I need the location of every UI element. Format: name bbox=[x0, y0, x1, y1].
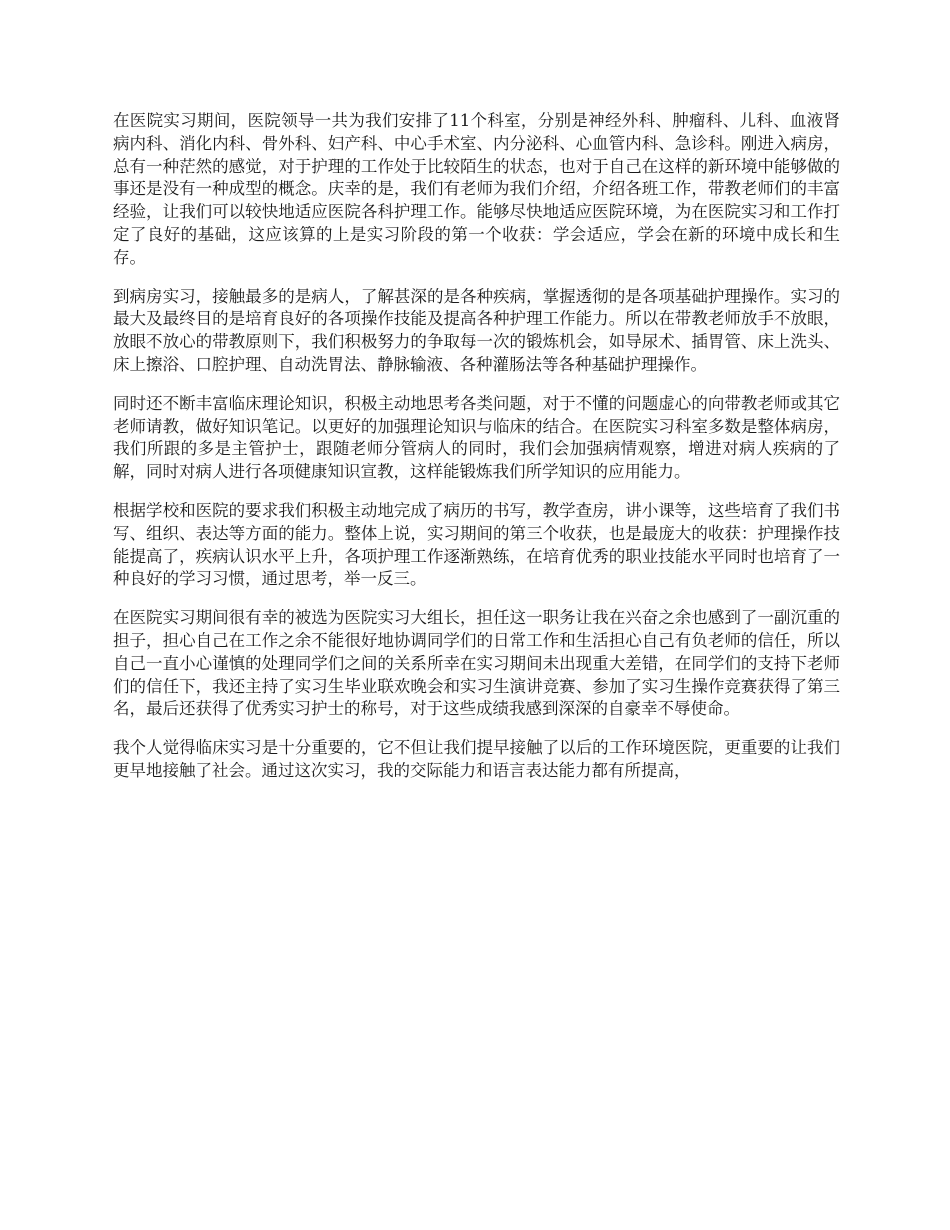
document-page bbox=[113, 110, 840, 799]
paragraph-3: 同时还不断丰富临床理论知识，积极主动地思考各类问题，对于不懂的问题虚心的向带教老师或其它老师请教，做好知识笔记。以更好的加强理论知识与临床的结合。在医院实习科室多数是整体病房，我们所跟的多是主管护士，跟随老师分管病人的同时，我们会加强病情观察，增进对病人疾病的了解，同时对病人进行各项健康知识宣教，这样能锻炼我们所学知识的应用能力。 bbox=[113, 393, 840, 482]
paragraph-2: 到病房实习，接触最多的是病人，了解甚深的是各种疾病，掌握透彻的是各项基础护理操作。实习的最大及最终目的是培育良好的各项操作技能及提高各种护理工作能力。所以在带教老师放手不放眼，放眼不放心的带教原则下，我们积极努力的争取每一次的锻炼机会，如导尿术、插胃管、床上洗头、床上擦浴、口腔护理、自动洗胃法、静脉输液、各种灌肠法等各种基础护理操作。 bbox=[113, 286, 840, 374]
paragraph-6: 我个人觉得临床实习是十分重要的，它不但让我们提早接触了以后的工作环境医院，更重要的让我们更早地接触了社会。通过这次实习，我的交际能力和语言表达能力都有所提高， bbox=[113, 738, 840, 780]
paragraph-4: 根据学校和医院的要求我们积极主动地完成了病历的书写，教学查房，讲小课等，这些培育了我们书写、组织、表达等方面的能力。整体上说，实习期间的第三个收获，也是最庞大的收获：护理操作技能提高了，疾病认识水平上升，各项护理工作逐渐熟练，在培育优秀的职业技能水平同时也培育了一种良好的学习习惯，通过思考，举一反三。 bbox=[113, 500, 840, 589]
paragraph-1: 在医院实习期间，医院领导一共为我们安排了11个科室，分别是神经外科、肿瘤科、儿科、血液肾病内科、消化内科、骨外科、妇产科、中心手术室、内分泌科、心血管内科、急诊科。刚进入病房，总有一种茫然的感觉，对于护理的工作处于比较陌生的状态，也对于自己在这样的新环境中能够做的事还是没有一种成型的概念。庆幸的是，我们有老师为我们介绍，介绍各班工作，带教老师们的丰富经验，让我们可以较快地适应医院各科护理工作。能够尽快地适应医院环境，为在医院实习和工作打定了良好的基础，这应该算的上是实习阶段的第一个收获：学会适应，学会在新的环境中成长和生存。 bbox=[113, 111, 840, 267]
paragraph-5: 在医院实习期间很有幸的被选为医院实习大组长，担任这一职务让我在兴奋之余也感到了一副沉重的担子，担心自己在工作之余不能很好地协调同学们的日常工作和生活担心自己有负老师的信任，所以自己一直小心谨慎的处理同学们之间的关系所幸在实习期间未出现重大差错，在同学们的支持下老师们的信任下，我还主持了实习生毕业联欢晚会和实习生演讲竞赛、参加了实习生操作竞赛获得了第三名，最后还获得了优秀实习护士的称号，对于这些成绩我感到深深的自豪幸不辱使命。 bbox=[113, 608, 840, 719]
